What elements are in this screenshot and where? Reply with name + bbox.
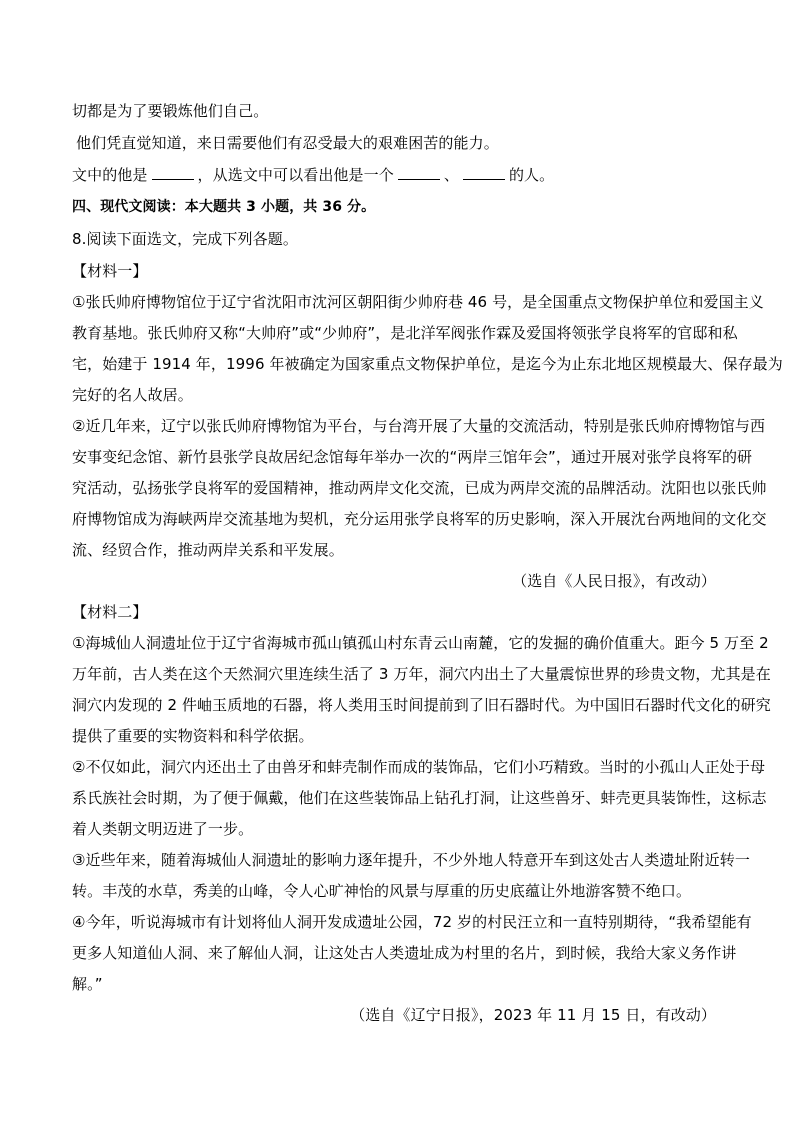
fill-blank-question: [72, 165, 722, 185]
material-2-source: （选自《辽宁日报》，2023 年 11 月 15 日，有改动）: [350, 1006, 716, 1024]
material-1-line: 安事变纪念馆、新竹县张学良故居纪念馆每年举办一次的“两岸三馆年会”，通过开展对张学良将军的研: [72, 448, 753, 466]
material-1-line: 宅，始建于 1914 年，1996 年被确定为国家重点文物保护单位，是迄今为止东北地区规模最大、保存最为: [72, 355, 783, 373]
question-8-prompt: 8.阅读下面选文，完成下列各题。: [72, 230, 298, 248]
intro-line-2: 他们凭直觉知道，来日需要他们有忍受最大的艰难困苦的能力。: [76, 134, 499, 152]
answer-blank-1: [152, 165, 194, 180]
material-2-line: 着人类朝文明迈进了一步。: [72, 820, 254, 838]
question-text-part-4: 的人。: [508, 166, 555, 184]
answer-blank-3: [463, 165, 505, 180]
material-1-line: 府博物馆成为海峡两岸交流基地为契机，充分运用张学良将军的历史影响，深入开展沈台两地间的文化交: [72, 510, 767, 528]
question-text-part-2: ，从选文中可以看出他是一个: [197, 166, 394, 184]
question-text-part-1: 文中的他是: [72, 166, 148, 184]
material-2-header: 【材料二】: [72, 603, 148, 621]
material-2-line: 转。丰茂的水草，秀美的山峰，令人心旷神怡的风景与厚重的历史底蕴让外地游客赞不绝口。: [72, 882, 692, 900]
material-2-line: ①海城仙人洞遗址位于辽宁省海城市孤山镇孤山村东青云山南麓，它的发掘的确价值重大。距今 5 万至 2: [72, 634, 769, 652]
section-title: 四、现代文阅读：本大题共 3 小题，共 36 分。: [72, 199, 376, 215]
material-1-line: ①张氏帅府博物馆位于辽宁省沈阳市沈河区朝阳街少帅府巷 46 号，是全国重点文物保护单位和爱国主义: [72, 293, 764, 311]
material-2-line: 解。”: [72, 975, 103, 993]
answer-blank-2: [398, 165, 440, 180]
material-1-line: 完好的名人故居。: [72, 386, 193, 404]
intro-line-1: 切都是为了要锻炼他们自己。: [72, 102, 269, 120]
material-2-line: 系氏族社会时期，为了便于佩戴，他们在这些装饰品上钻孔打洞，让这些兽牙、蚌壳更具装饰性，这标志: [72, 789, 767, 807]
material-1-line: 流、经贸合作，推动两岸关系和平发展。: [72, 541, 344, 559]
material-1-source: （选自《人民日报》，有改动）: [512, 572, 716, 590]
material-2-line: 提供了重要的实物资料和科学依据。: [72, 727, 314, 745]
material-2-line: 洞穴内发现的 2 件岫玉质地的石器，将人类用玉时间提前到了旧石器时代。为中国旧石器时代文化的研究: [72, 696, 771, 714]
material-2-line: 更多人知道仙人洞、来了解仙人洞，让这处古人类遗址成为村里的名片，到时候，我给大家义务作讲: [72, 944, 737, 962]
material-2-line: ②不仅如此，洞穴内还出土了由兽牙和蚌壳制作而成的装饰品，它们小巧精致。当时的小孤山人正处于母: [72, 758, 766, 776]
material-1-header: 【材料一】: [72, 262, 148, 280]
material-1-line: 究活动，弘扬张学良将军的爱国精神，推动两岸文化交流，已成为两岸交流的品牌活动。沈阳也以张氏帅: [72, 479, 767, 497]
question-text-part-3: 、: [443, 166, 459, 184]
material-1-line: ②近几年来，辽宁以张氏帅府博物馆为平台，与台湾开展了大量的交流活动，特别是张氏帅府博物馆与西: [72, 417, 766, 435]
material-2-line: 万年前，古人类在这个天然洞穴里连续生活了 3 万年，洞穴内出土了大量震惊世界的珍贵文物，尤其是在: [72, 665, 771, 683]
material-2-line: ③近些年来，随着海城仙人洞遗址的影响力逐年提升，不少外地人特意开车到这处古人类遗址附近转一: [72, 851, 750, 869]
material-1-line: 教育基地。张氏帅府又称“大帅府”或“少帅府”，是北洋军阀张作霖及爱国将领张学良将军的官邸和私: [72, 324, 738, 342]
material-2-line: ④今年，听说海城市有计划将仙人洞开发成遗址公园，72 岁的村民汪立和一直特别期待，“我希望能有: [72, 913, 752, 931]
